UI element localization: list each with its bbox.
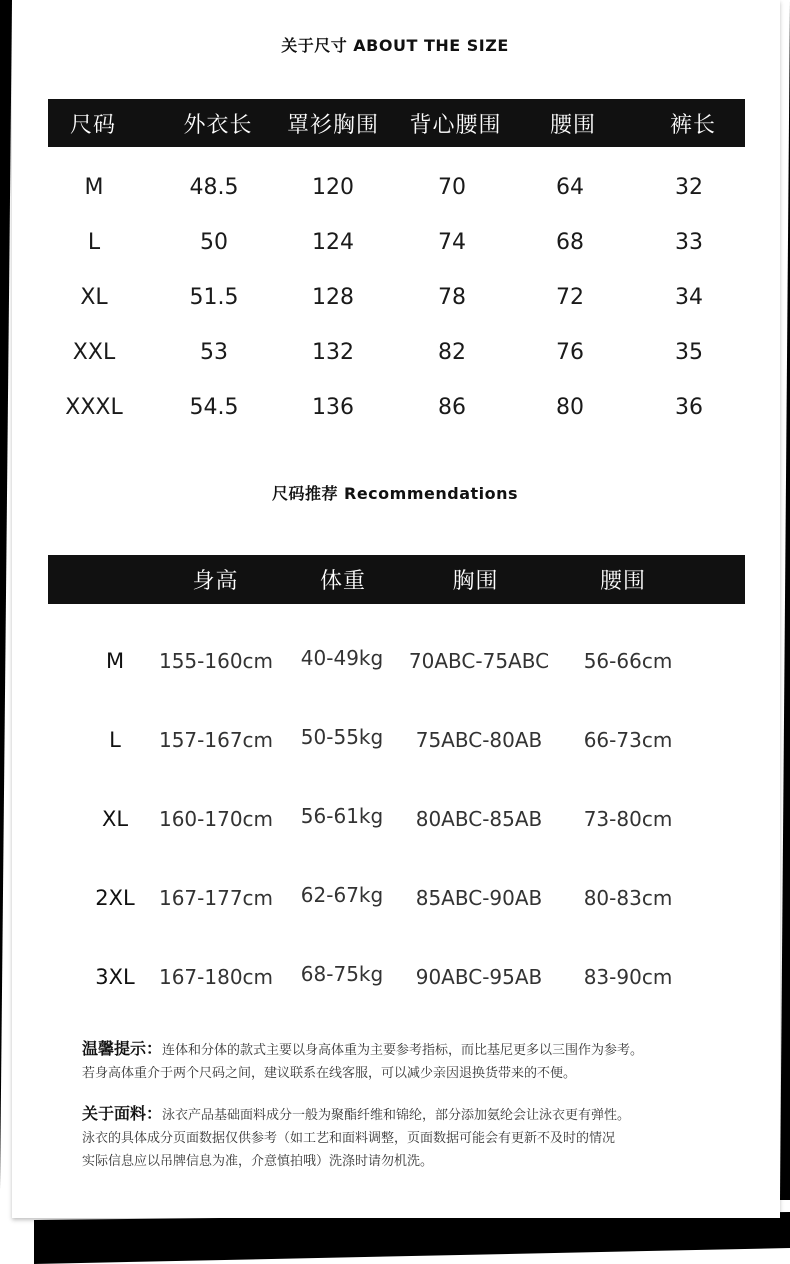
decorative-frame-bottom <box>34 1212 790 1264</box>
rec-cell: 40-49kg <box>300 646 384 670</box>
rec-header-0 <box>68 555 158 604</box>
tip-label: 温馨提示： <box>82 1039 163 1058</box>
size-row-label: XXL <box>72 339 116 365</box>
size-cell: 33 <box>675 229 703 255</box>
rec-cell: 68-75kg <box>300 962 384 986</box>
fabric-note <box>82 1102 762 1173</box>
size-cell: 82 <box>438 339 466 365</box>
size-chart-header <box>48 99 745 147</box>
size-cell: 120 <box>312 174 354 200</box>
size-chart-title: 关于尺寸 ABOUT THE SIZE <box>281 36 509 55</box>
rec-cell: 62-67kg <box>300 883 384 907</box>
size-cell: 36 <box>675 394 703 420</box>
size-cell: 54.5 <box>189 394 239 420</box>
size-row-label: M <box>84 174 104 200</box>
size-cell: 32 <box>675 174 703 200</box>
size-header-4: 腰围 <box>549 112 596 138</box>
size-cell: 64 <box>556 174 584 200</box>
rec-cell: 56-61kg <box>300 804 384 828</box>
size-header-2: 罩衫胸围 <box>286 112 379 138</box>
fabric-line-2: 泳衣的具体成分页面数据仅供参考（如工艺和面料调整，页面数据可能会有更新不及时的情况 <box>82 1131 616 1146</box>
size-cell: 53 <box>200 339 228 365</box>
size-header-5: 裤长 <box>669 112 716 138</box>
tip-line-2: 若身高体重介于两个尺码之间，建议联系在线客服，可以减少亲因退换货带来的不便。 <box>82 1066 577 1081</box>
size-cell: 136 <box>312 394 354 420</box>
rec-header-2: 体重 <box>319 569 366 594</box>
rec-cell: 75ABC-80AB <box>415 728 543 752</box>
size-cell: 86 <box>438 394 466 420</box>
rec-cell: 80ABC-85AB <box>415 807 543 831</box>
size-cell: 68 <box>556 229 584 255</box>
rec-cell: 90ABC-95AB <box>415 965 543 989</box>
recommendations-title: 尺码推荐 Recommendations <box>271 484 519 503</box>
fabric-label: 关于面料： <box>82 1104 163 1123</box>
size-cell: 50 <box>200 229 228 255</box>
size-cell: 72 <box>556 284 584 310</box>
rec-row-label: XL <box>101 807 129 831</box>
rec-header-4: 腰围 <box>599 569 646 594</box>
rec-cell: 83-90cm <box>583 965 673 989</box>
size-cell: 48.5 <box>189 174 239 200</box>
size-cell: 74 <box>438 229 466 255</box>
size-cell: 35 <box>675 339 703 365</box>
tip-note <box>82 1037 762 1085</box>
size-row-label: XXXL <box>65 394 123 420</box>
fabric-line-3: 实际信息应以吊牌信息为准，介意慎拍哦）洗涤时请勿机洗。 <box>82 1154 434 1169</box>
size-cell: 70 <box>438 174 466 200</box>
rec-cell: 157-167cm <box>158 728 274 752</box>
rec-row-label: 3XL <box>95 965 135 989</box>
rec-cell: 167-180cm <box>158 965 274 989</box>
rec-header-3: 胸围 <box>452 569 499 594</box>
size-row-label: L <box>87 229 101 255</box>
rec-row-label: 2XL <box>95 886 135 910</box>
size-cell: 78 <box>438 284 466 310</box>
rec-cell: 56-66cm <box>583 649 673 673</box>
content-card <box>12 0 780 1218</box>
rec-cell: 70ABC-75ABC <box>408 649 550 673</box>
size-cell: 51.5 <box>189 284 239 310</box>
size-cell: 80 <box>556 394 584 420</box>
recommendations-header <box>48 555 745 604</box>
rec-cell: 85ABC-90AB <box>415 886 543 910</box>
rec-cell: 73-80cm <box>583 807 673 831</box>
size-cell: 132 <box>312 339 354 365</box>
rec-cell: 50-55kg <box>300 725 384 749</box>
size-row-label: XL <box>80 284 108 310</box>
rec-row-label: L <box>109 728 121 752</box>
size-cell: 76 <box>556 339 584 365</box>
tip-line-1: 连体和分体的款式主要以身高体重为主要参考指标，而比基尼更多以三围作为参考。 <box>162 1043 644 1058</box>
size-header-1: 外衣长 <box>183 112 253 138</box>
size-header-0: 尺码 <box>69 112 116 138</box>
rec-cell: 155-160cm <box>158 649 274 673</box>
size-cell: 128 <box>312 284 354 310</box>
rec-cell: 167-177cm <box>158 886 274 910</box>
decorative-frame-left <box>0 0 12 1190</box>
size-cell: 124 <box>312 229 354 255</box>
size-header-3: 背心腰围 <box>409 112 502 138</box>
rec-header-1: 身高 <box>192 569 239 594</box>
rec-cell: 80-83cm <box>583 886 673 910</box>
size-cell: 34 <box>675 284 703 310</box>
rec-cell: 66-73cm <box>583 728 673 752</box>
fabric-line-1: 泳衣产品基础面料成分一般为聚酯纤维和锦纶，部分添加氨纶会让泳衣更有弹性。 <box>162 1108 631 1123</box>
rec-cell: 160-170cm <box>158 807 274 831</box>
rec-row-label: M <box>105 649 125 673</box>
decorative-frame-right <box>780 0 790 1200</box>
